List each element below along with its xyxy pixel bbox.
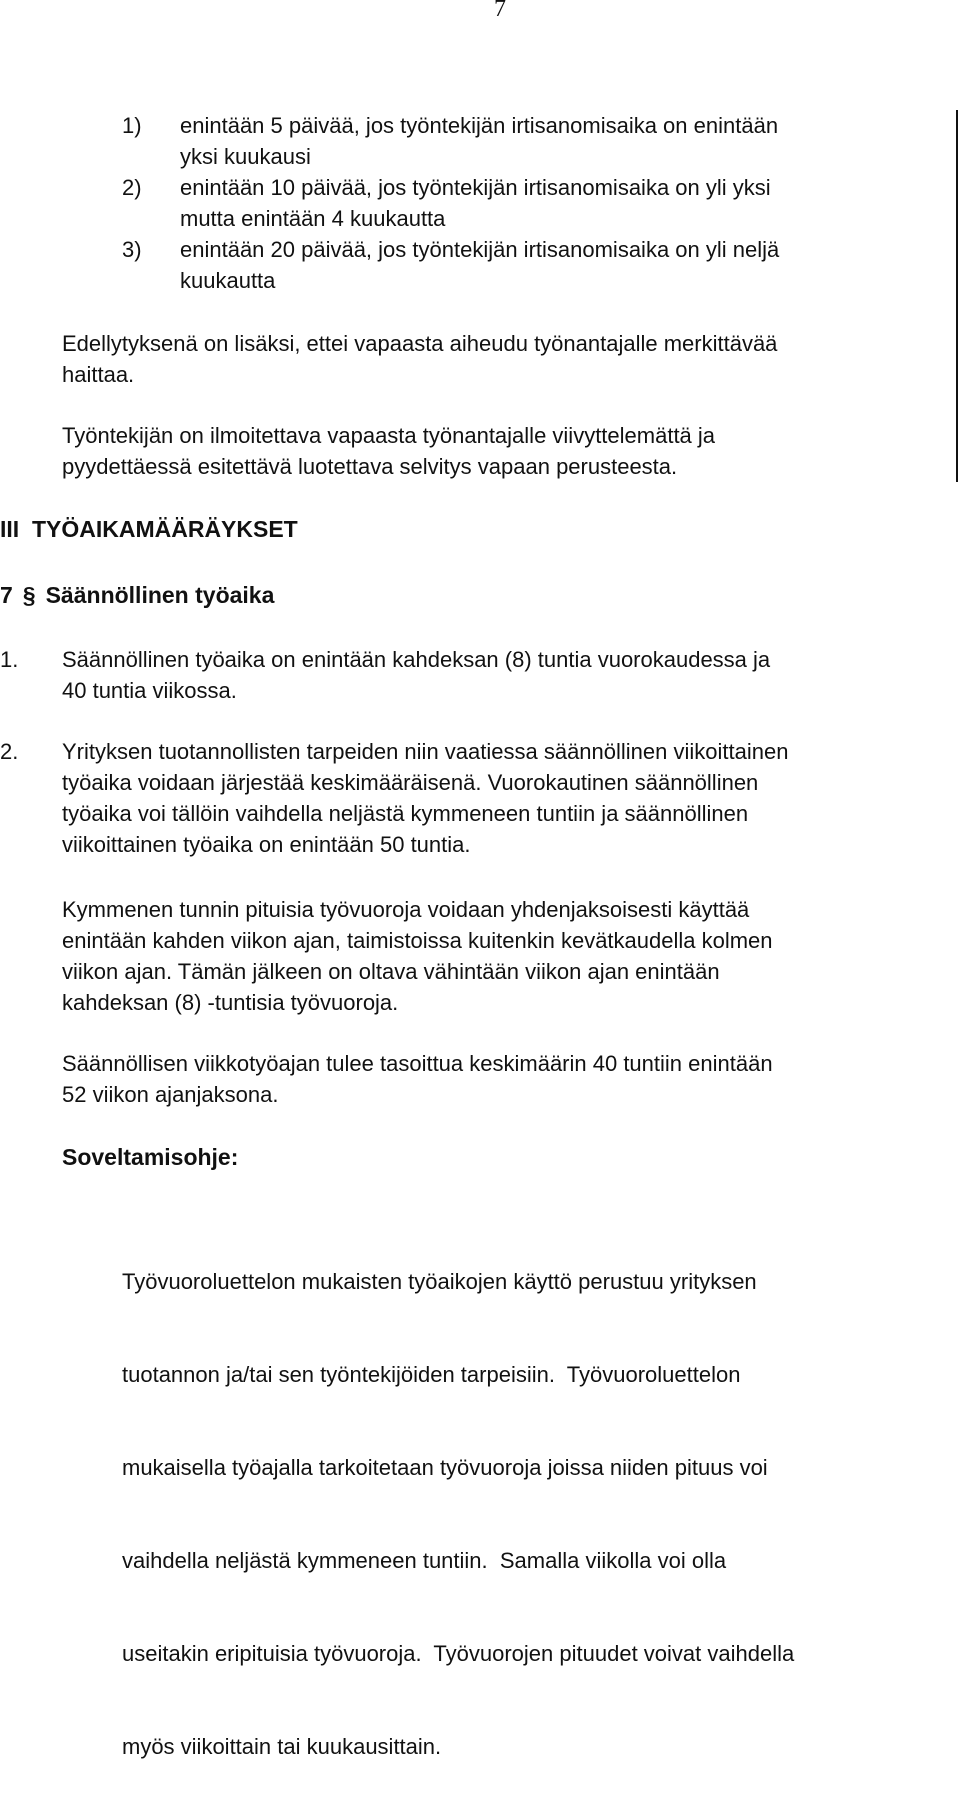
guidance-line: myös viikoittain tai kuukausittain. xyxy=(122,1734,442,1759)
guidance-line: Työvuoroluettelon mukaisten työaikojen käyttö perustuu yrityksen xyxy=(122,1269,757,1294)
paragraph-line: 52 viikon ajanjaksona. xyxy=(62,1082,279,1107)
paragraph-line: Kymmenen tunnin pituisia työvuoroja voidaan yhdenjaksoisesti käyttää xyxy=(62,897,750,922)
paragraph-number: 2. xyxy=(0,739,19,764)
paragraph-ten-hours xyxy=(62,894,942,1018)
section-number: 7 xyxy=(0,582,13,608)
paragraph-line: työaika voidaan järjestää keskimääräisenä. Vuorokautinen säännöllinen xyxy=(62,770,759,795)
paragraph-line: pyydettäessä esitettävä luotettava selvitys vapaan perusteesta. xyxy=(62,454,678,479)
paragraph-line: Säännöllinen työaika on enintään kahdeksan (8) tuntia vuorokaudessa ja xyxy=(62,647,771,672)
paragraph-line: Yrityksen tuotannollisten tarpeiden niin vaatiessa säännöllinen viikoittainen xyxy=(62,739,789,764)
guidance-line: tuotannon ja/tai sen työntekijöiden tarpeisiin. Työvuoroluettelon xyxy=(122,1362,741,1387)
revision-margin-bar xyxy=(956,110,958,482)
paragraph-line: kahdeksan (8) -tuntisia työvuoroja. xyxy=(62,990,399,1015)
paragraph-line: työaika voi tällöin vaihdella neljästä kymmeneen tuntiin ja säännöllinen xyxy=(62,801,749,826)
paragraph-line: enintään kahden viikon ajan, taimistoissa kuitenkin kevätkaudella kolmen xyxy=(62,928,773,953)
list-item-line: enintään 10 päivää, jos työntekijän irtisanomisaika on yli yksi xyxy=(180,175,771,200)
guidance-line: useitakin eripituisia työvuoroja. Työvuorojen pituudet voivat vaihdella xyxy=(122,1641,795,1666)
paragraph-line: Edellytyksenä on lisäksi, ettei vapaasta aiheudu työnantajalle merkittävää xyxy=(62,331,778,356)
paragraph-condition xyxy=(62,328,942,390)
chapter-heading: III TYÖAIKAMÄÄRÄYKSET xyxy=(0,516,298,542)
paragraph-line: 40 tuntia viikossa. xyxy=(62,678,237,703)
section-sign-icon: § xyxy=(22,582,36,608)
page-number: 7 xyxy=(494,0,506,22)
paragraph-number: 1. xyxy=(0,647,19,672)
paragraph-notice xyxy=(62,420,942,482)
paragraph-line: Työntekijän on ilmoitettava vapaasta työnantajalle viivyttelemättä ja xyxy=(62,423,716,448)
list-item-number: 2) xyxy=(122,175,142,200)
paragraph-line: Säännöllisen viikkotyöajan tulee tasoittua keskimäärin 40 tuntiin enintään xyxy=(62,1051,773,1076)
guidance-heading: Soveltamisohje: xyxy=(62,1144,239,1170)
paragraph-line: haittaa. xyxy=(62,362,135,387)
guidance-line: mukaisella työajalla tarkoitetaan työvuoroja joissa niiden pituus voi xyxy=(122,1455,768,1480)
list-item-line: yksi kuukausi xyxy=(180,144,311,169)
list-item-line: kuukautta xyxy=(180,268,276,293)
numbered-paragraph xyxy=(0,736,942,860)
guidance-line: vaihdella neljästä kymmeneen tuntiin. Samalla viikolla voi olla xyxy=(122,1548,727,1573)
guidance-text xyxy=(122,1204,902,1793)
paragraph-line: viikoittainen työaika on enintään 50 tuntia. xyxy=(62,832,471,857)
list-item-line: enintään 20 päivää, jos työntekijän irtisanomisaika on yli neljä xyxy=(180,237,780,262)
section-title: Säännöllinen työaika xyxy=(45,582,275,608)
list-item-number: 1) xyxy=(122,113,142,138)
list-item-line: mutta enintään 4 kuukautta xyxy=(180,206,446,231)
paragraph-levelling xyxy=(62,1048,942,1110)
numbered-paragraph xyxy=(0,644,942,706)
section-heading xyxy=(0,580,274,611)
list-item-line: enintään 5 päivää, jos työntekijän irtisanomisaika on enintään xyxy=(180,113,779,138)
paragraph-line: viikon ajan. Tämän jälkeen on oltava vähintään viikon ajan enintään xyxy=(62,959,720,984)
list-item-number: 3) xyxy=(122,237,142,262)
